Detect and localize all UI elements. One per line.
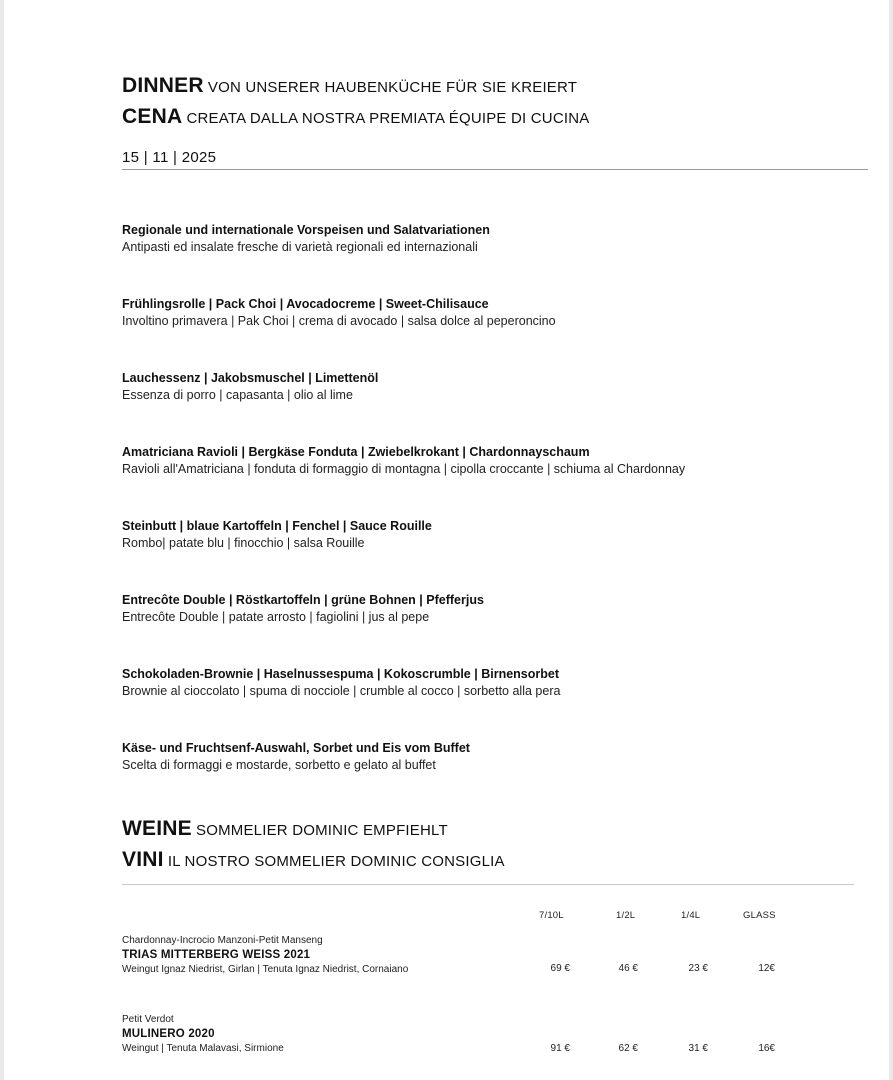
wine-divider xyxy=(122,884,854,885)
wine-price-quarter: 31 € xyxy=(688,1043,708,1054)
dish-name-de: Amatriciana Ravioli | Bergkäse Fonduta | Zwiebelkrokant | Chardonnayschaum xyxy=(122,445,590,459)
wine-producer: Weingut | Tenuta Malavasi, Sirmione xyxy=(122,1043,284,1054)
menu-page xyxy=(4,0,889,1080)
dish-item xyxy=(122,296,556,330)
cena-title-big: CENA xyxy=(122,105,183,128)
dish-name-it: Entrecôte Double | patate arrosto | fagiolini | jus al pepe xyxy=(122,610,430,624)
dish-item xyxy=(122,666,560,700)
wine-item xyxy=(122,1013,284,1056)
dish-name-it: Scelta di formaggi e mostarde, sorbetto e gelato al buffet xyxy=(122,758,436,772)
wine-price-glass: 16€ xyxy=(758,1043,775,1054)
dish-item xyxy=(122,222,490,256)
dish-item xyxy=(122,740,470,774)
dinner-title-de xyxy=(122,74,577,98)
dish-name-de: Frühlingsrolle | Pack Choi | Avocadocreme | Sweet-Chilisauce xyxy=(122,297,489,311)
vini-title-subtitle: IL NOSTRO SOMMELIER DOMINIC CONSIGLIA xyxy=(167,853,505,870)
wine-price-bottle: 69 € xyxy=(550,963,570,974)
wine-grape: Petit Verdot xyxy=(122,1014,174,1025)
dish-item xyxy=(122,518,432,552)
dinner-title-it xyxy=(122,105,589,129)
dish-name-it: Antipasti ed insalate fresche di varietà regionali ed internazionali xyxy=(122,240,478,254)
dish-name-it: Involtino primavera | Pak Choi | crema di avocado | salsa dolce al peperoncino xyxy=(122,314,556,328)
wine-title-de xyxy=(122,817,448,841)
wine-price-quarter: 23 € xyxy=(688,963,708,974)
wine-item xyxy=(122,934,408,977)
dish-name-it: Rombo| patate blu | finocchio | salsa Rouille xyxy=(122,536,365,550)
wine-price-half: 62 € xyxy=(618,1043,638,1054)
dinner-title-big: DINNER xyxy=(122,74,204,97)
wine-price-bottle: 91 € xyxy=(550,1043,570,1054)
dinner-title-subtitle: VON UNSERER HAUBENKÜCHE FÜR SIE KREIERT xyxy=(207,79,578,96)
column-header-quarter: 1/4L xyxy=(681,910,701,921)
weine-title-big: WEINE xyxy=(122,817,192,840)
column-header-bottle: 7/10L xyxy=(539,910,564,921)
vini-title-big: VINI xyxy=(122,848,164,871)
dish-name-it: Ravioli all'Amatriciana | fonduta di formaggio di montagna | cipolla croccante | schiuma al Chardonnay xyxy=(122,462,686,476)
dish-name-de: Regionale und internationale Vorspeisen und Salatvariationen xyxy=(122,223,490,237)
cena-title-subtitle: CREATA DALLA NOSTRA PREMIATA ÉQUIPE DI CUCINA xyxy=(186,110,590,127)
dish-name-de: Steinbutt | blaue Kartoffeln | Fenchel | Sauce Rouille xyxy=(122,519,432,533)
dish-name-de: Lauchessenz | Jakobsmuschel | Limettenöl xyxy=(122,371,379,385)
dish-item xyxy=(122,592,484,626)
wine-title-it xyxy=(122,848,505,872)
menu-date: 15 | 11 | 2025 xyxy=(122,149,217,166)
weine-title-subtitle: SOMMELIER DOMINIC EMPFIEHLT xyxy=(196,822,448,839)
wine-price-glass: 12€ xyxy=(758,963,775,974)
dish-name-de: Käse- und Fruchtsenf-Auswahl, Sorbet und Eis vom Buffet xyxy=(122,741,470,755)
wine-price-half: 46 € xyxy=(618,963,638,974)
header-divider xyxy=(122,169,868,170)
dish-item xyxy=(122,370,378,404)
dish-name-it: Brownie al cioccolato | spuma di nocciole | crumble al cocco | sorbetto alla pera xyxy=(122,684,561,698)
wine-name: MULINERO 2020 xyxy=(122,1028,215,1040)
column-header-glass: GLASS xyxy=(743,910,776,921)
wine-grape: Chardonnay-Incrocio Manzoni-Petit Manseng xyxy=(122,935,323,946)
dish-name-de: Schokoladen-Brownie | Haselnussespuma | Kokoscrumble | Birnensorbet xyxy=(122,667,559,681)
dish-name-de: Entrecôte Double | Röstkartoffeln | grüne Bohnen | Pfefferjus xyxy=(122,593,484,607)
wine-name: TRIAS MITTERBERG WEISS 2021 xyxy=(122,949,311,961)
dish-name-it: Essenza di porro | capasanta | olio al lime xyxy=(122,388,353,402)
column-header-half: 1/2L xyxy=(616,910,636,921)
dish-item xyxy=(122,444,685,478)
wine-producer: Weingut Ignaz Niedrist, Girlan | Tenuta Ignaz Niedrist, Cornaiano xyxy=(122,964,409,975)
